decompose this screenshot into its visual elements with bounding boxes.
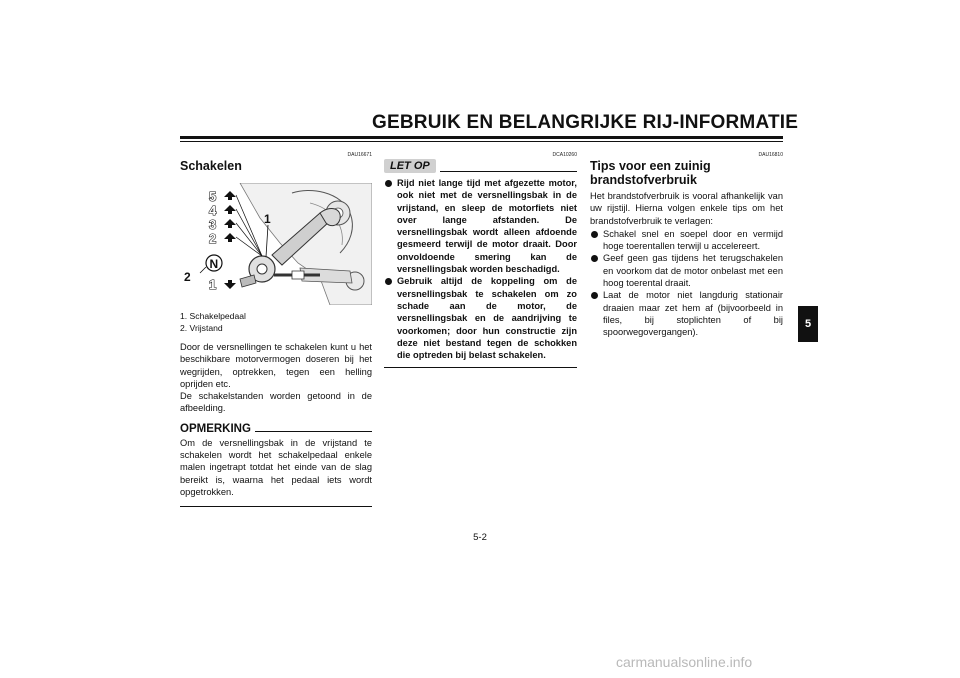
note-header	[180, 423, 372, 435]
up-arrow-icons	[224, 191, 236, 242]
bullet-icon	[591, 292, 598, 299]
header-rule-thin	[180, 141, 783, 142]
section-heading: Tips voor een zuinig brandstofverbruik	[590, 159, 711, 187]
intro-paragraph: Door de versnellingen te schakelen kunt u het beschikbare motorvermogen doseren bij het wegrijden, optrekken, tegen een helling oprijden etc.	[180, 342, 372, 389]
gear-label-3: 3	[209, 217, 217, 232]
caution-rule	[440, 171, 577, 172]
caution-list	[384, 177, 577, 361]
caution-end-rule	[384, 367, 577, 368]
callout-1: 1	[264, 212, 271, 226]
bullet-icon	[385, 278, 392, 285]
caution-text: Gebruik altijd de koppeling om de versnellingsbak te schakelen om zo schade aan de motor, de versnellingsbak en de aandrijving te voorkomen; door hun constructie zijn deze niet bestand tegen de schokken die optreden bij belast schakelen.	[397, 276, 577, 361]
caution-label: LET OP	[384, 159, 436, 173]
note-rule	[255, 431, 372, 432]
list-item	[384, 177, 577, 275]
middle-column	[384, 152, 577, 368]
left-column	[180, 152, 372, 507]
chapter-tab: 5	[798, 306, 818, 342]
bullet-icon	[591, 255, 598, 262]
list-item	[590, 252, 783, 289]
list-item	[590, 228, 783, 253]
note-title: OPMERKING	[180, 422, 251, 435]
list-item	[384, 275, 577, 361]
gear-label-n: N	[209, 257, 219, 271]
right-column	[590, 152, 783, 339]
intro-paragraph: Het brandstofverbruik is vooral afhankelijk van uw rijstijl. Hierna volgen enkele tips om het brandstofverbruik te verlagen:	[590, 191, 783, 226]
gear-label-5: 5	[209, 189, 217, 204]
bullet-icon	[591, 231, 598, 238]
legend-item: 1. Schakelpedaal	[180, 311, 246, 321]
tip-text: Geef geen gas tijdens het terugschakelen en voorkom dat de motor onbelast met een hoog toerental draait.	[603, 253, 783, 289]
caution-header	[384, 159, 577, 173]
section-heading: Schakelen	[180, 159, 242, 173]
gear-label-1: 1	[209, 277, 217, 292]
callout-2: 2	[184, 270, 191, 284]
watermark: carmanualsonline.info	[616, 654, 753, 670]
page-number: 5-2	[473, 532, 487, 543]
gear-label-2: 2	[209, 231, 217, 246]
list-item	[590, 289, 783, 338]
gear-label-4: 4	[209, 203, 217, 218]
caution-text: Rijd niet lange tijd met afgezette motor, ook niet met de versnellingsbak in de vrijstand, en sleep de motorfiets niet over lange afstanden. De versnellingsbak wordt alleen afdoende gesmeerd terwijl de motor draait. Door onvoldoende smering kan de versnellingsbak worden beschadigd.	[397, 178, 577, 275]
tips-list	[590, 228, 783, 339]
tip-text: Schakel snel en soepel door en vermijd hoge toerentallen terwijl u accelereert.	[603, 228, 783, 252]
note-text: Om de versnellingsbak in de vrijstand te schakelen wordt het schakelpedaal enkele malen ingetrapt totdat het einde van de slag bereikt is, waarna het pedaal iets wordt opgetrokken.	[180, 437, 372, 497]
section-code: DAU16671	[347, 152, 372, 158]
gear-shift-illustration	[180, 183, 372, 305]
header-rule	[180, 136, 783, 139]
intro-paragraph-2: De schakelstanden worden getoond in de afbeelding.	[180, 391, 372, 414]
page-header-title: GEBRUIK EN BELANGRIJKE RIJ-INFORMATIE	[372, 112, 799, 133]
section-code: DAU16810	[758, 152, 783, 158]
note-end-rule	[180, 506, 372, 507]
gear-shift-figure	[180, 183, 372, 305]
caution-code: DCA10260	[552, 152, 577, 158]
down-arrow-icon	[224, 280, 236, 289]
tip-text: Laat de motor niet langdurig stationair draaien maar zet hem af (bijvoorbeeld in files, bij stoplichten of bij spoorwegovergangen).	[603, 290, 783, 338]
bullet-icon	[385, 180, 392, 187]
legend-item: 2. Vrijstand	[180, 323, 223, 333]
figure-legend	[180, 310, 372, 334]
